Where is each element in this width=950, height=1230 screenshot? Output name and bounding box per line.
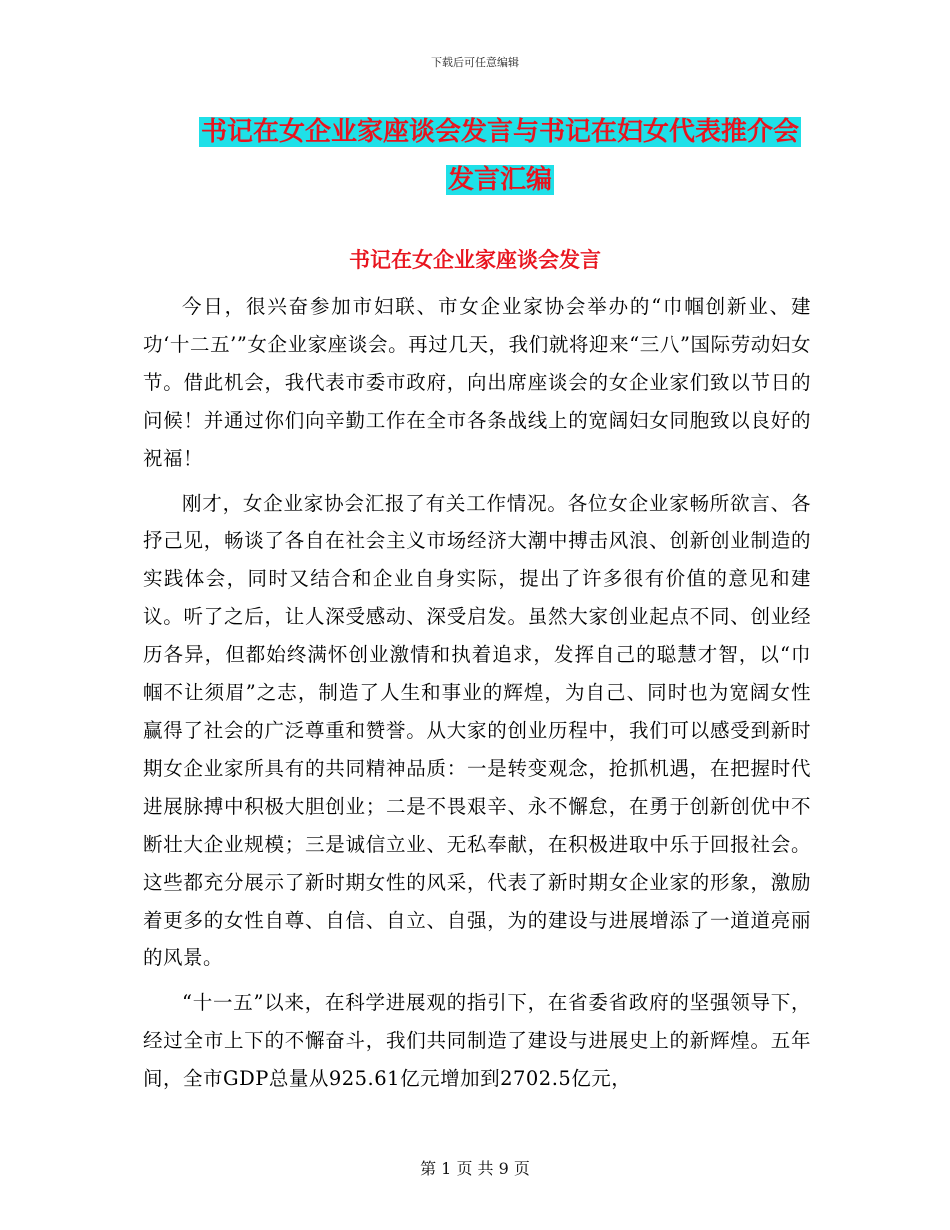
title-line-2: 发言汇编 <box>447 165 552 195</box>
header-note: 下载后可任意编辑 <box>431 56 519 69</box>
paragraph-3: “十一五”以来，在科学进展观的指引下，在省委省政府的坚强领导下，经过全市上下的不懈奋斗，我们共同制造了建设与进展史上的新辉煌。五年间，全市GDP总量从925.61亿元增加到2702.5亿元， <box>143 991 811 1091</box>
paragraph-2: 刚才，女企业家协会汇报了有关工作情况。各位女企业家畅所欲言、各抒己见，畅谈了各自在社会主义市场经济大潮中搏击风浪、创新创业制造的实践体会，同时又结合和企业自身实际，提出了许多很有价值的意见和建议。听了之后，让人深受感动、深受启发。虽然大家创业起点不同、创业经历各异，但都始终满怀创业激情和执着追求，发挥自己的聪慧才智，以“巾帼不让须眉”之志，制造了人生和事业的辉煌，为自己、同时也为宽阔女性赢得了社会的广泛尊重和赞誉。从大家的创业历程中，我们可以感受到新时期女企业家所具有的共同精神品质：一是转变观念，抢抓机遇，在把握时代进展脉搏中积极大胆创业；二是不畏艰辛、永不懈怠，在勇于创新创优中不断壮大企业规模；三是诚信立业、无私奉献，在积极进取中乐于回报社会。这些都充分展示了新时期女性的风采，代表了新时期女企业家的形象，激励着更多的女性自尊、自信、自立、自强，为的建设与进展增添了一道道亮丽的风景。 <box>143 491 811 970</box>
paragraph-1: 今日，很兴奋参加市妇联、市女企业家协会举办的“巾帼创新业、建功‘十二五’”女企业家座谈会。再过几天，我们就将迎来“三八”国际劳动妇女节。借此机会，我代表市委市政府，向出席座谈会的女企业家们致以节日的问候！并通过你们向辛勤工作在全市各条战线上的宽阔妇女同胞致以良好的祝福！ <box>143 295 811 470</box>
body-text <box>143 288 811 1105</box>
section-title: 书记在女企业家座谈会发言 <box>349 248 601 272</box>
document-title <box>190 108 810 204</box>
page-footer: 第 1 页 共 9 页 <box>420 1159 530 1178</box>
title-line-1: 书记在女企业家座谈会发言与书记在妇女代表推介会 <box>200 117 799 147</box>
